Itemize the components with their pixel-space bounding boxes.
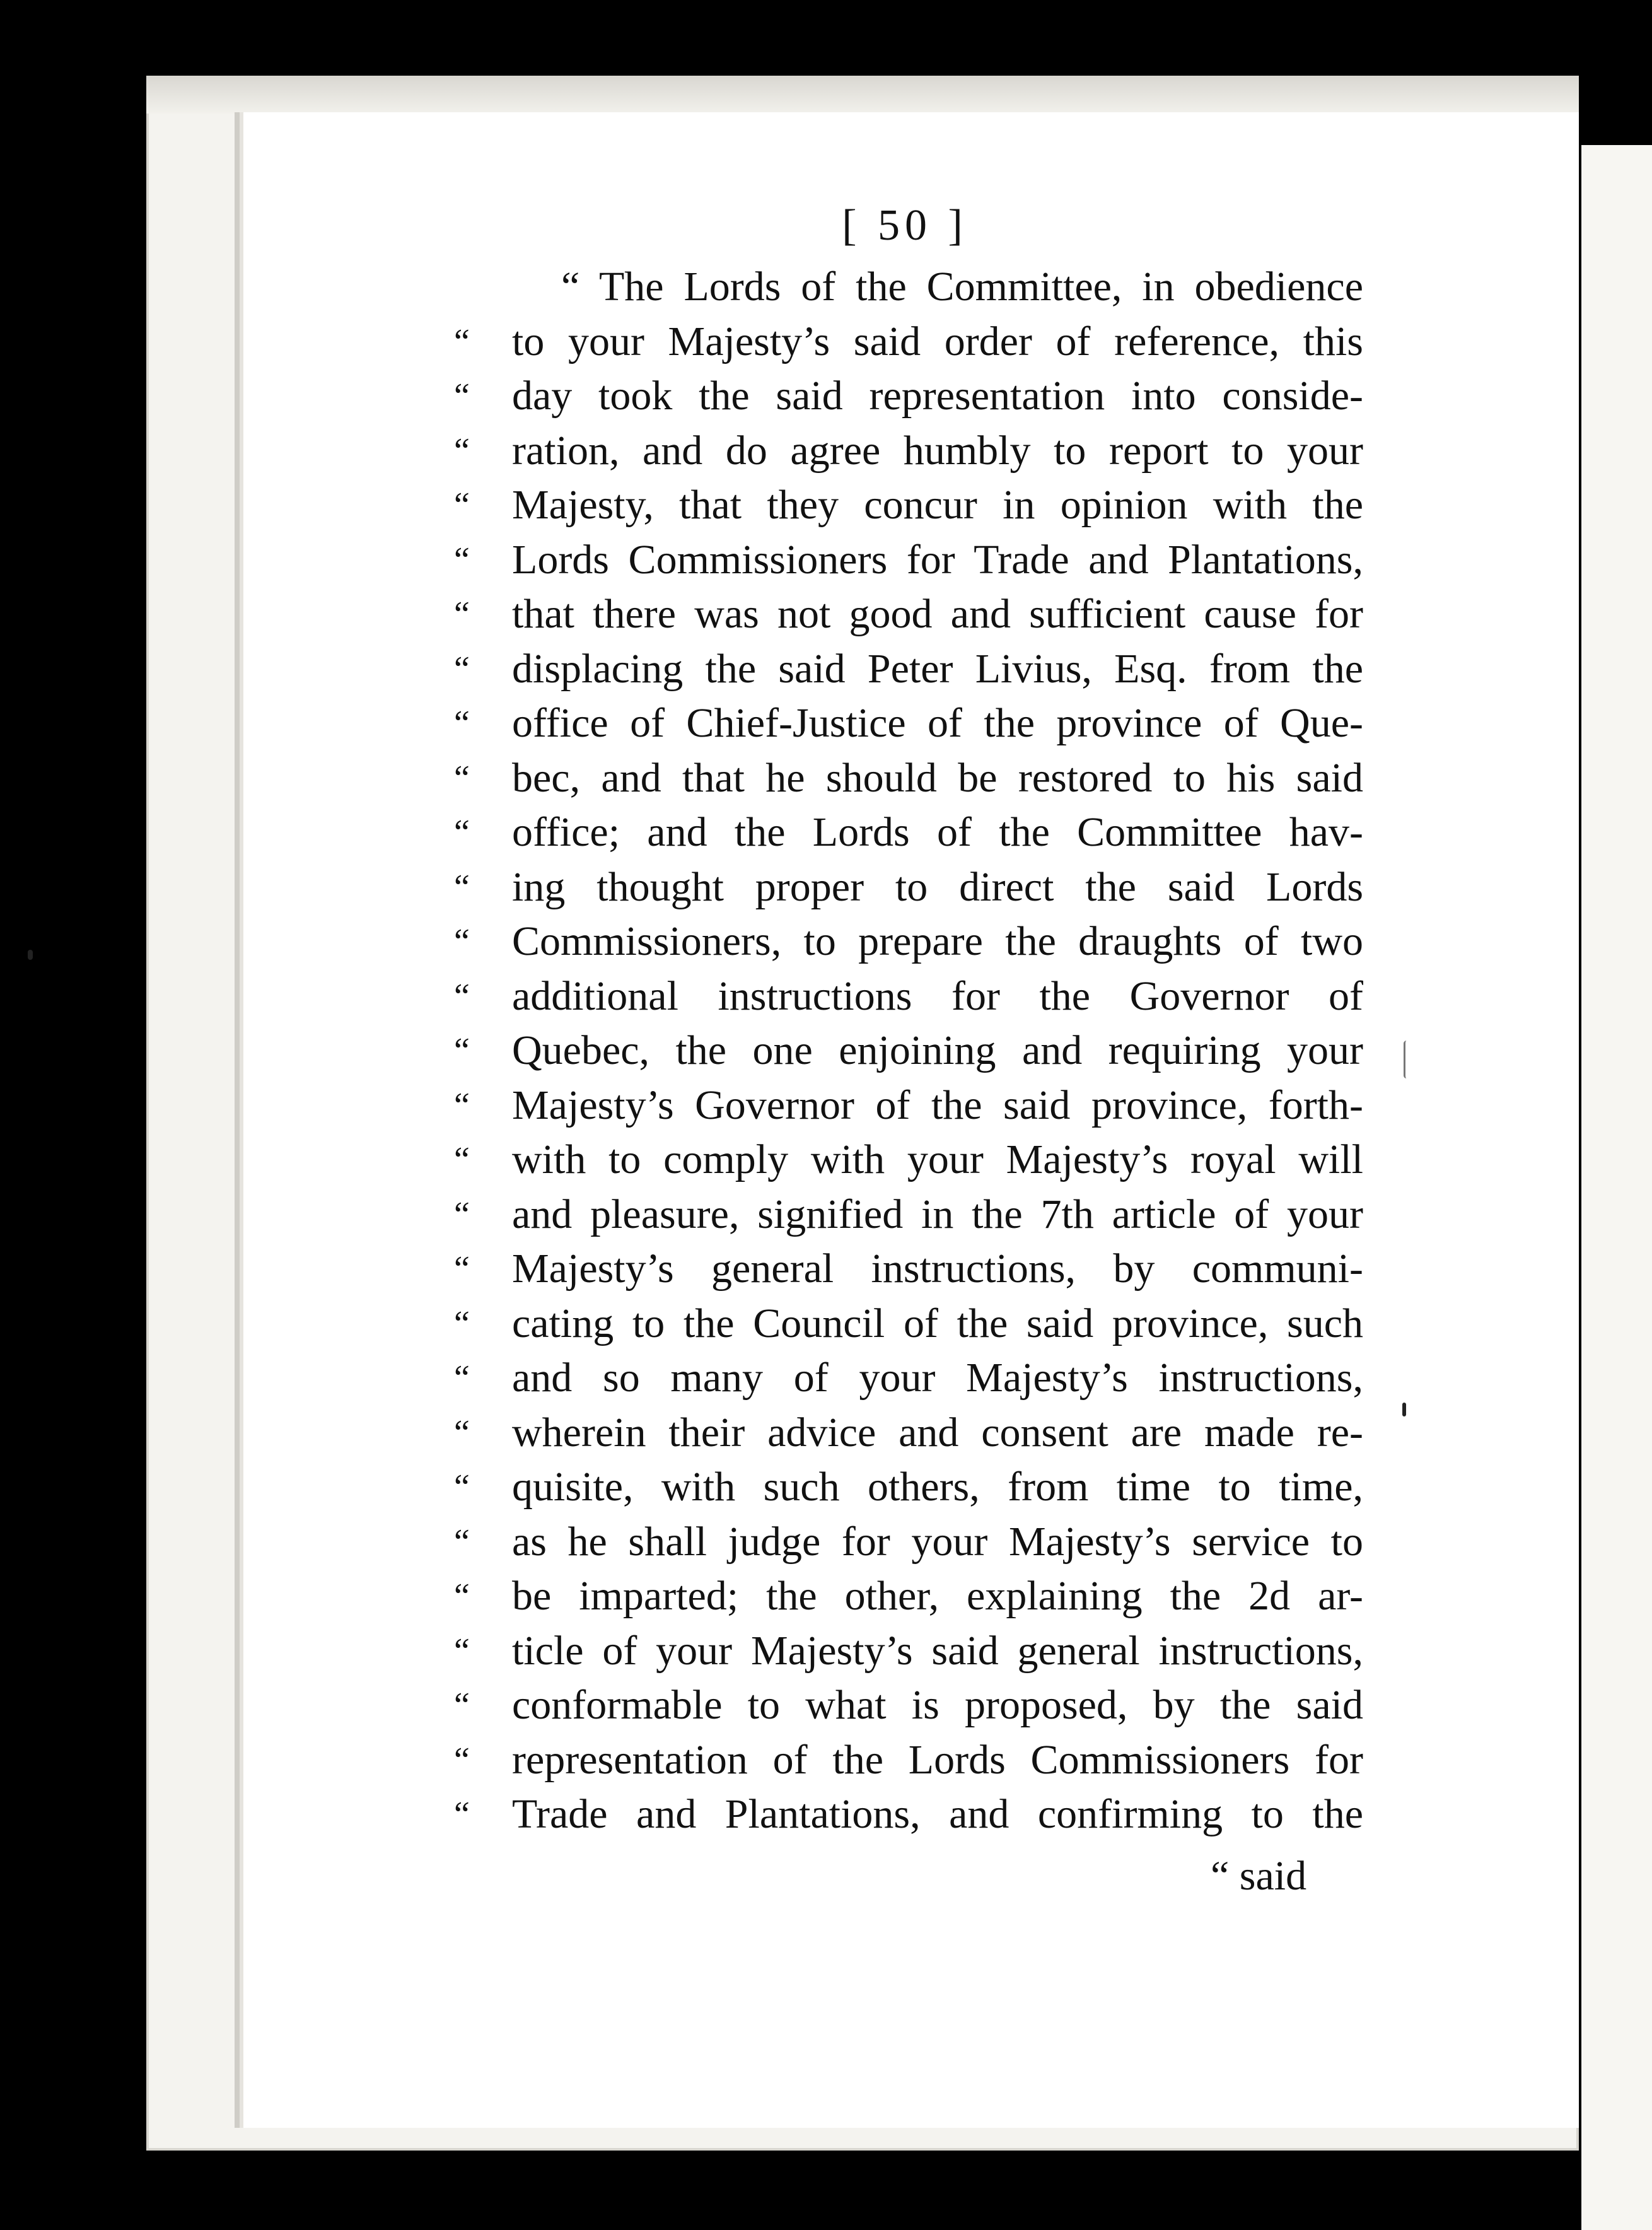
text-line — [454, 1733, 1362, 1788]
line-text: Majesty’s general instructions, by communi- — [512, 1246, 1363, 1292]
quotation-mark: “ — [454, 322, 470, 361]
text-line — [454, 315, 1362, 370]
line-text: office of Chief-Justice of the province of Que- — [512, 700, 1363, 746]
line-text: be imparted; the other, explaining the 2d ar- — [512, 1573, 1363, 1619]
quotation-mark: “ — [454, 1631, 470, 1671]
text-line — [454, 1024, 1362, 1078]
text-line — [454, 1406, 1362, 1461]
text-line — [454, 1515, 1362, 1570]
line-text: Lords Commissioners for Trade and Plantations, — [512, 536, 1363, 583]
line-text: Trade and Plantations, and confirming to the — [512, 1791, 1363, 1837]
text-line — [454, 696, 1362, 751]
text-line — [454, 1297, 1362, 1351]
quotation-mark: “ — [454, 540, 470, 580]
quotation-mark: “ — [454, 1304, 470, 1343]
quotation-mark: “ — [454, 1194, 470, 1234]
quotation-mark: “ — [454, 377, 470, 416]
text-line — [454, 478, 1362, 533]
text-line — [454, 1188, 1362, 1242]
quotation-mark: “ — [454, 1468, 470, 1507]
text-line — [454, 914, 1362, 969]
line-text: ticle of your Majesty’s said general instructions, — [512, 1627, 1363, 1674]
text-line — [454, 751, 1362, 806]
quotation-mark: “ — [454, 1249, 470, 1288]
speck — [1402, 1403, 1406, 1416]
quotation-mark: “ — [454, 867, 470, 907]
line-text: representation of the Lords Commissioners for — [512, 1736, 1363, 1783]
text-line — [454, 1624, 1362, 1679]
quotation-mark: “ — [454, 1577, 470, 1616]
speck — [28, 950, 33, 960]
quotation-mark: “ — [454, 1522, 470, 1562]
line-text: office; and the Lords of the Committee hav- — [512, 809, 1363, 855]
text-line — [454, 424, 1362, 479]
text-line — [454, 1678, 1362, 1733]
line-text: Majesty’s Governor of the said province, forth- — [512, 1082, 1363, 1128]
quotation-mark: “ — [454, 1686, 470, 1725]
text-line — [454, 260, 1362, 315]
line-text: Majesty, that they concur in opinion with the — [512, 482, 1363, 528]
line-text: ing thought proper to direct the said Lords — [512, 863, 1363, 910]
text-line — [454, 1351, 1362, 1406]
line-text: “ The Lords of the Committee, in obedience — [561, 264, 1363, 310]
margin-mark — [1404, 1041, 1409, 1078]
line-text: Commissioners, to prepare the draughts of two — [512, 918, 1363, 964]
line-text: cating to the Council of the said province, such — [512, 1300, 1363, 1346]
quotation-mark: “ — [454, 922, 470, 961]
text-line — [454, 1787, 1362, 1842]
line-text: wherein their advice and consent are made re- — [512, 1409, 1363, 1456]
quotation-mark: “ — [454, 813, 470, 852]
text-line — [454, 1569, 1362, 1624]
line-text: ration, and do agree humbly to report to your — [512, 427, 1363, 474]
quotation-mark: “ — [454, 1795, 470, 1834]
line-text: as he shall judge for your Majesty’s service to — [512, 1518, 1363, 1565]
text-line — [454, 642, 1362, 697]
line-text: to your Majesty’s said order of reference, this — [512, 318, 1363, 365]
line-text: conformable to what is proposed, by the said — [512, 1682, 1363, 1728]
text-line — [454, 1460, 1362, 1515]
body-text — [454, 260, 1362, 1842]
line-text: Quebec, the one enjoining and requiring your — [512, 1027, 1363, 1073]
quotation-mark: “ — [454, 976, 470, 1016]
text-line — [454, 860, 1362, 915]
page-number: [ 50 ] — [842, 201, 968, 250]
quotation-mark: “ — [454, 704, 470, 743]
quotation-mark: “ — [454, 1085, 470, 1125]
line-text: bec, and that he should be restored to his said — [512, 754, 1363, 801]
line-text: additional instructions for the Governor of — [512, 972, 1363, 1019]
quotation-mark: “ — [454, 1358, 470, 1398]
text-line — [454, 1242, 1362, 1297]
line-text: quisite, with such others, from time to time, — [512, 1464, 1363, 1510]
text-line — [454, 533, 1362, 588]
quotation-mark: “ — [454, 1413, 470, 1452]
quotation-mark: “ — [454, 1140, 470, 1179]
quotation-mark: “ — [454, 595, 470, 634]
quotation-mark: “ — [454, 486, 470, 525]
quotation-mark: “ — [454, 1031, 470, 1070]
text-line — [454, 587, 1362, 642]
text-line — [454, 969, 1362, 1024]
catchword: “ said — [1211, 1853, 1307, 1899]
quotation-mark: “ — [454, 431, 470, 470]
adjacent-page-edge — [1581, 145, 1652, 2230]
quotation-mark: “ — [454, 758, 470, 798]
text-line — [454, 369, 1362, 424]
line-text: displacing the said Peter Livius, Esq. from the — [512, 645, 1363, 692]
line-text: with to comply with your Majesty’s royal will — [512, 1136, 1363, 1182]
text-line — [454, 1133, 1362, 1188]
text-line — [454, 805, 1362, 860]
quotation-mark: “ — [454, 1740, 470, 1780]
sheet-edge — [146, 76, 1579, 114]
text-line — [454, 1078, 1362, 1133]
line-text: day took the said representation into conside- — [512, 373, 1363, 419]
line-text: and pleasure, signified in the 7th article of your — [512, 1191, 1363, 1237]
line-text: and so many of your Majesty’s instructions, — [512, 1355, 1363, 1401]
quotation-mark: “ — [454, 649, 470, 689]
line-text: that there was not good and sufficient cause for — [512, 591, 1363, 637]
